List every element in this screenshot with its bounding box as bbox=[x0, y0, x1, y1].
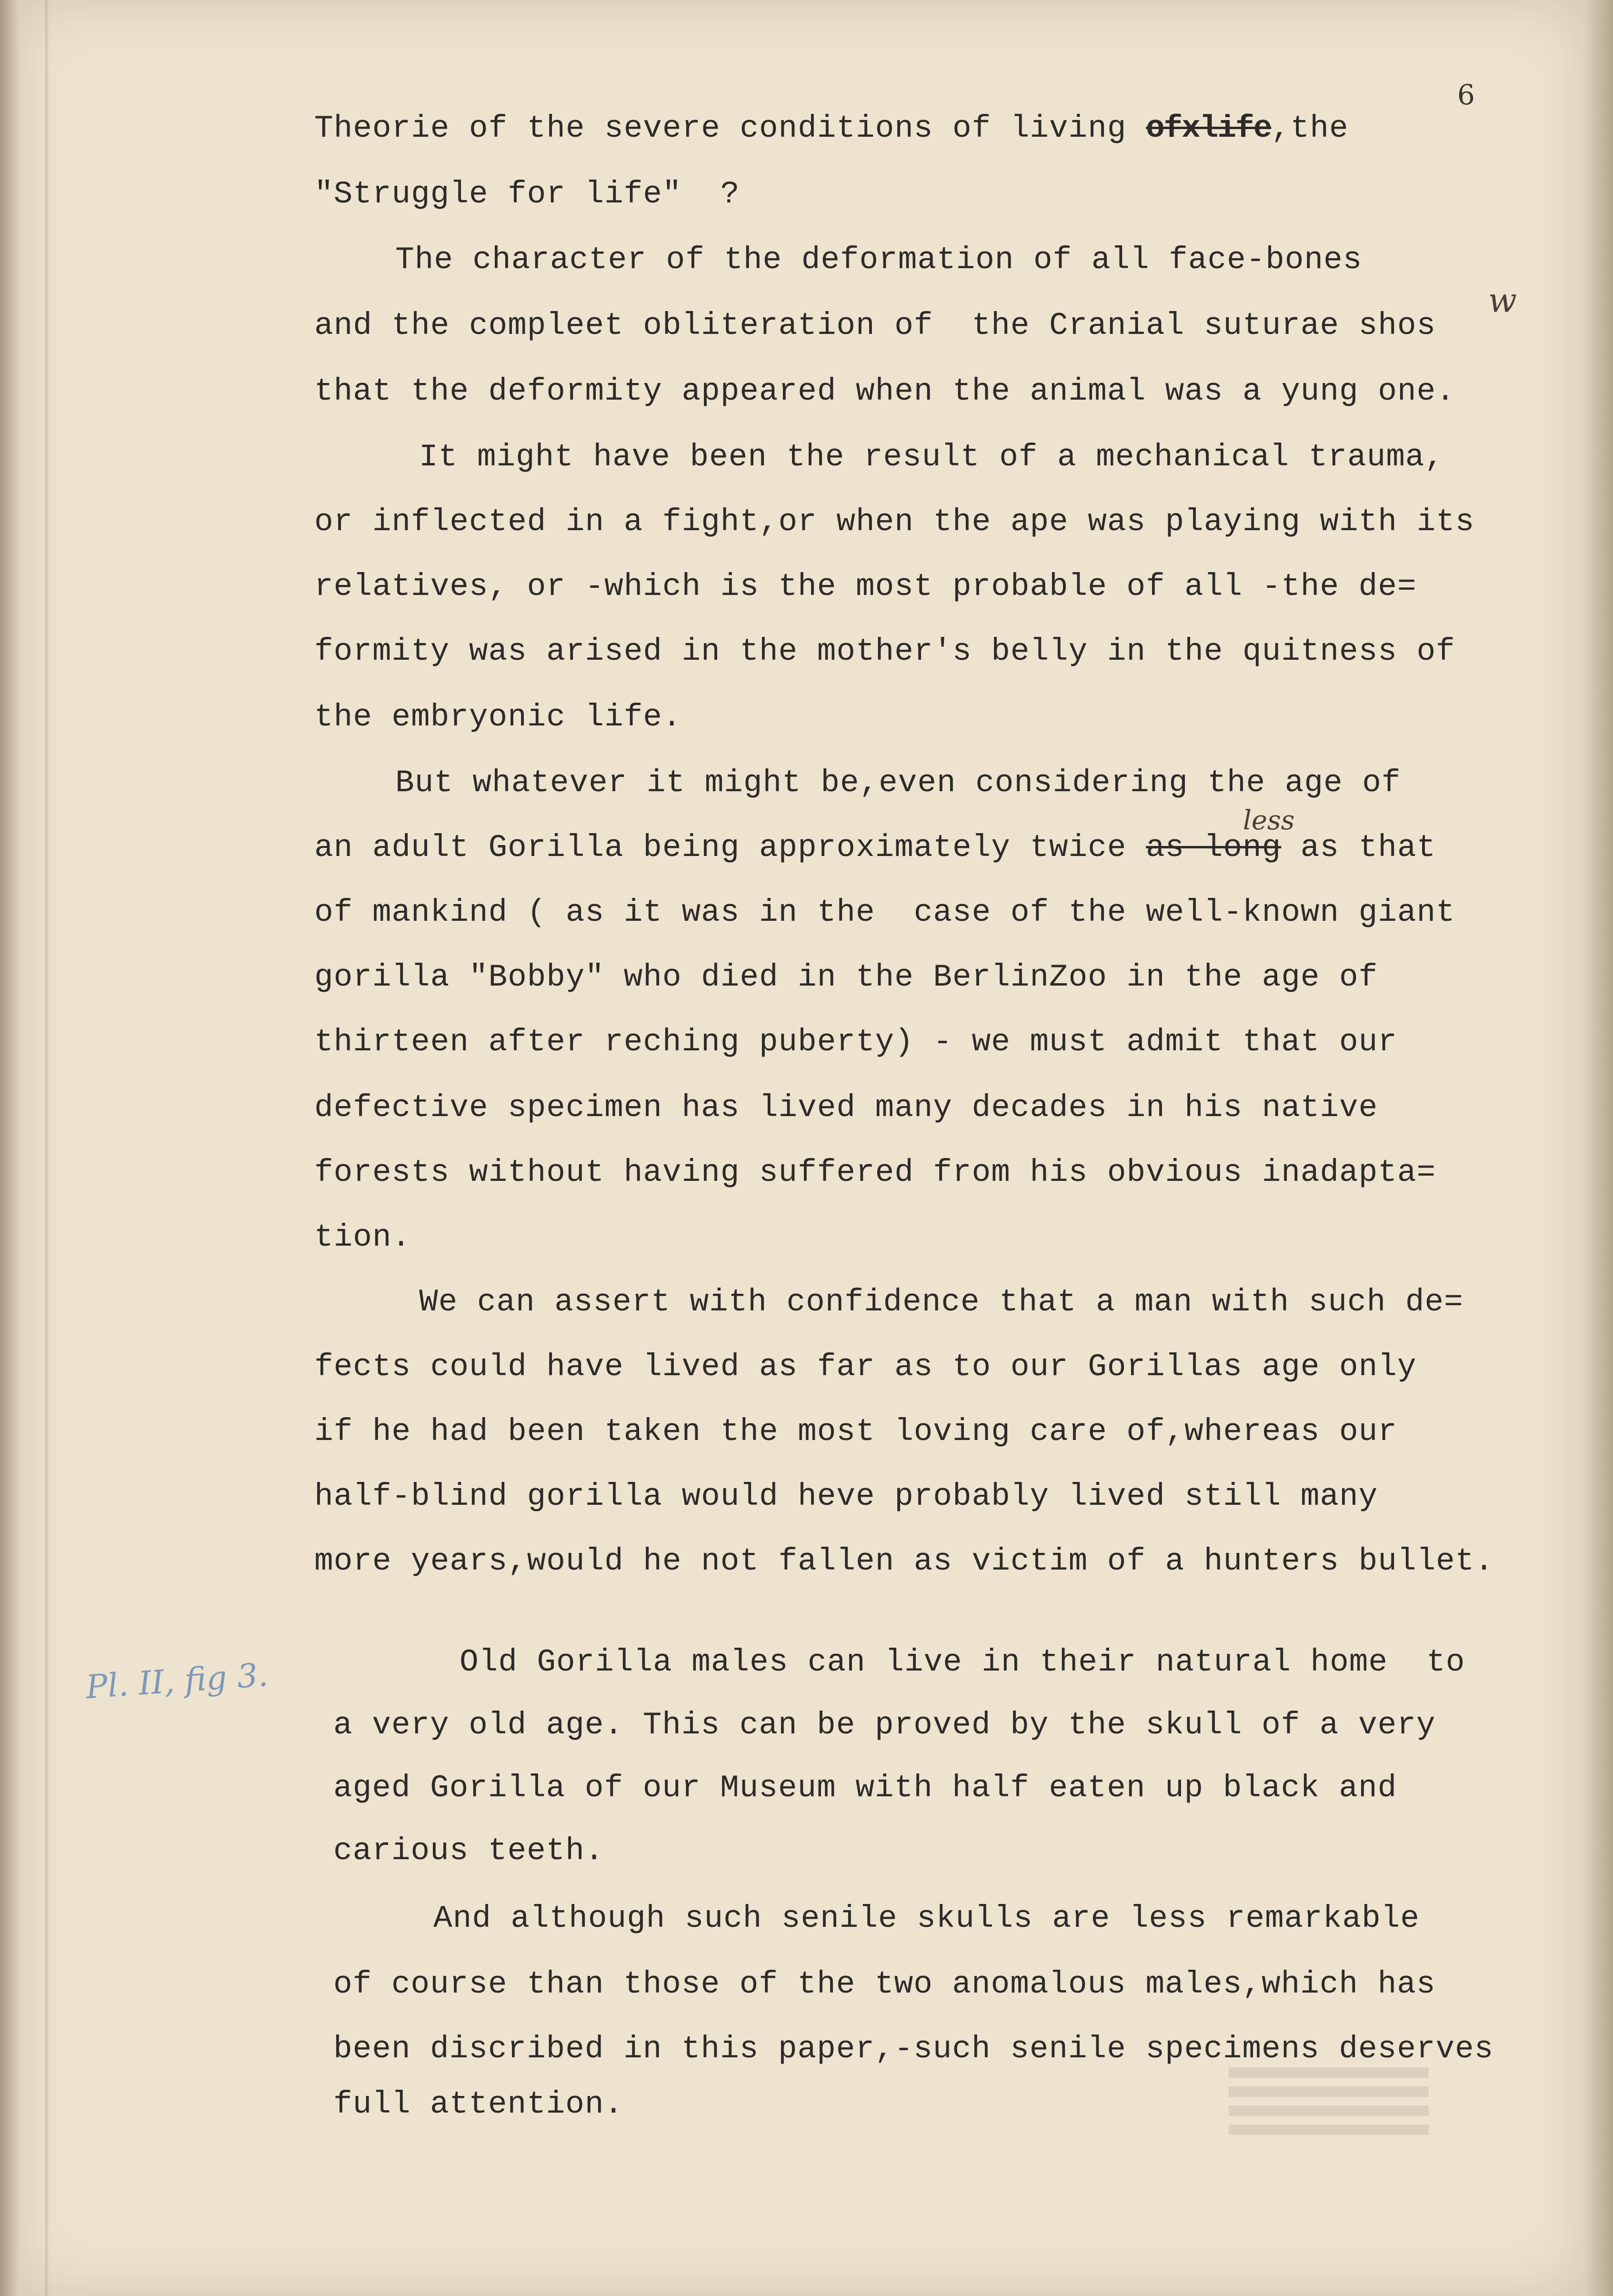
text-line-31: full attention. bbox=[333, 2086, 624, 2122]
text-line-3: The character of the deformation of all face-bones bbox=[395, 242, 1363, 278]
text-line-30: been discribed in this paper,-such senile specimens deserves bbox=[333, 2031, 1494, 2067]
stacked-pages-edge bbox=[1584, 0, 1613, 2296]
page-number: 6 bbox=[1457, 79, 1475, 111]
text-line-16: defective specimen has lived many decades in his native bbox=[314, 1090, 1378, 1126]
line-12-before: an adult Gorilla being approximately twice bbox=[314, 830, 1146, 866]
text-line-25: a very old age. This can be proved by the skull of a very bbox=[333, 1707, 1436, 1743]
text-line-9: formity was arised in the mother's belly in the quitness of bbox=[314, 634, 1455, 669]
text-line-11: But whatever it might be,even considering the age of bbox=[395, 765, 1401, 801]
binding-edge bbox=[0, 0, 19, 2296]
text-line-17: forests without having suffered from his obvious inadapta= bbox=[314, 1155, 1436, 1190]
text-line-2: "Struggle for life" ? bbox=[314, 176, 740, 212]
text-line-15: thirteen after reching puberty) - we must admit that our bbox=[314, 1024, 1397, 1060]
text-line-23: more years,would he not fallen as victim of a hunters bullet. bbox=[314, 1543, 1494, 1579]
line-12-after: as that bbox=[1281, 830, 1436, 866]
line-1-after: ,the bbox=[1271, 111, 1349, 146]
text-line-18: tion. bbox=[314, 1219, 411, 1255]
text-line-28: And although such senile skulls are less remarkable bbox=[433, 1901, 1420, 1936]
text-line-8: relatives, or -which is the most probable of all -the de= bbox=[314, 569, 1417, 604]
text-line-19: We can assert with confidence that a man with such de= bbox=[419, 1284, 1463, 1320]
text-line-20: fects could have lived as far as to our Gorillas age only bbox=[314, 1349, 1417, 1385]
paper-sheet bbox=[14, 0, 1586, 2296]
text-line-6: It might have been the result of a mechanical trauma, bbox=[419, 439, 1444, 475]
text-line-24: Old Gorilla males can live in their natural home to bbox=[460, 1644, 1465, 1680]
text-line-29: of course than those of the two anomalous males,which has bbox=[333, 1966, 1436, 2002]
handwritten-correction-less: less bbox=[1243, 805, 1295, 836]
text-line-4: and the compleet obliteration of the Cranial suturae shos bbox=[314, 308, 1436, 343]
margin-note-plate-reference: Pl. II, fig 3. bbox=[84, 1656, 270, 1707]
text-line-22: half-blind gorilla would heve probably lived still many bbox=[314, 1479, 1378, 1514]
text-line-13: of mankind ( as it was in the case of the well-known giant bbox=[314, 895, 1455, 930]
struck-out-word: ofxlife bbox=[1146, 111, 1272, 146]
text-line-10: the embryonic life. bbox=[314, 699, 682, 735]
text-line-21: if he had been taken the most loving care of,whereas our bbox=[314, 1414, 1397, 1450]
text-line-7: or inflected in a fight,or when the ape was playing with its bbox=[314, 504, 1475, 540]
text-line-27: carious teeth. bbox=[333, 1833, 604, 1869]
text-line-12 bbox=[314, 830, 1436, 866]
handwritten-correction-w: w bbox=[1488, 281, 1517, 320]
text-line-14: gorilla "Bobby" who died in the BerlinZoo in the age of bbox=[314, 959, 1378, 995]
text-line-26: aged Gorilla of our Museum with half eaten up black and bbox=[333, 1770, 1397, 1806]
line-1-before: Theorie of the severe conditions of living bbox=[314, 111, 1146, 146]
text-line-1 bbox=[314, 111, 1349, 146]
faded-stamp bbox=[1229, 2067, 1429, 2158]
struck-out-phrase: as long bbox=[1146, 830, 1282, 866]
text-line-5: that the deformity appeared when the animal was a yung one. bbox=[314, 373, 1455, 409]
page-fold bbox=[45, 0, 49, 2296]
